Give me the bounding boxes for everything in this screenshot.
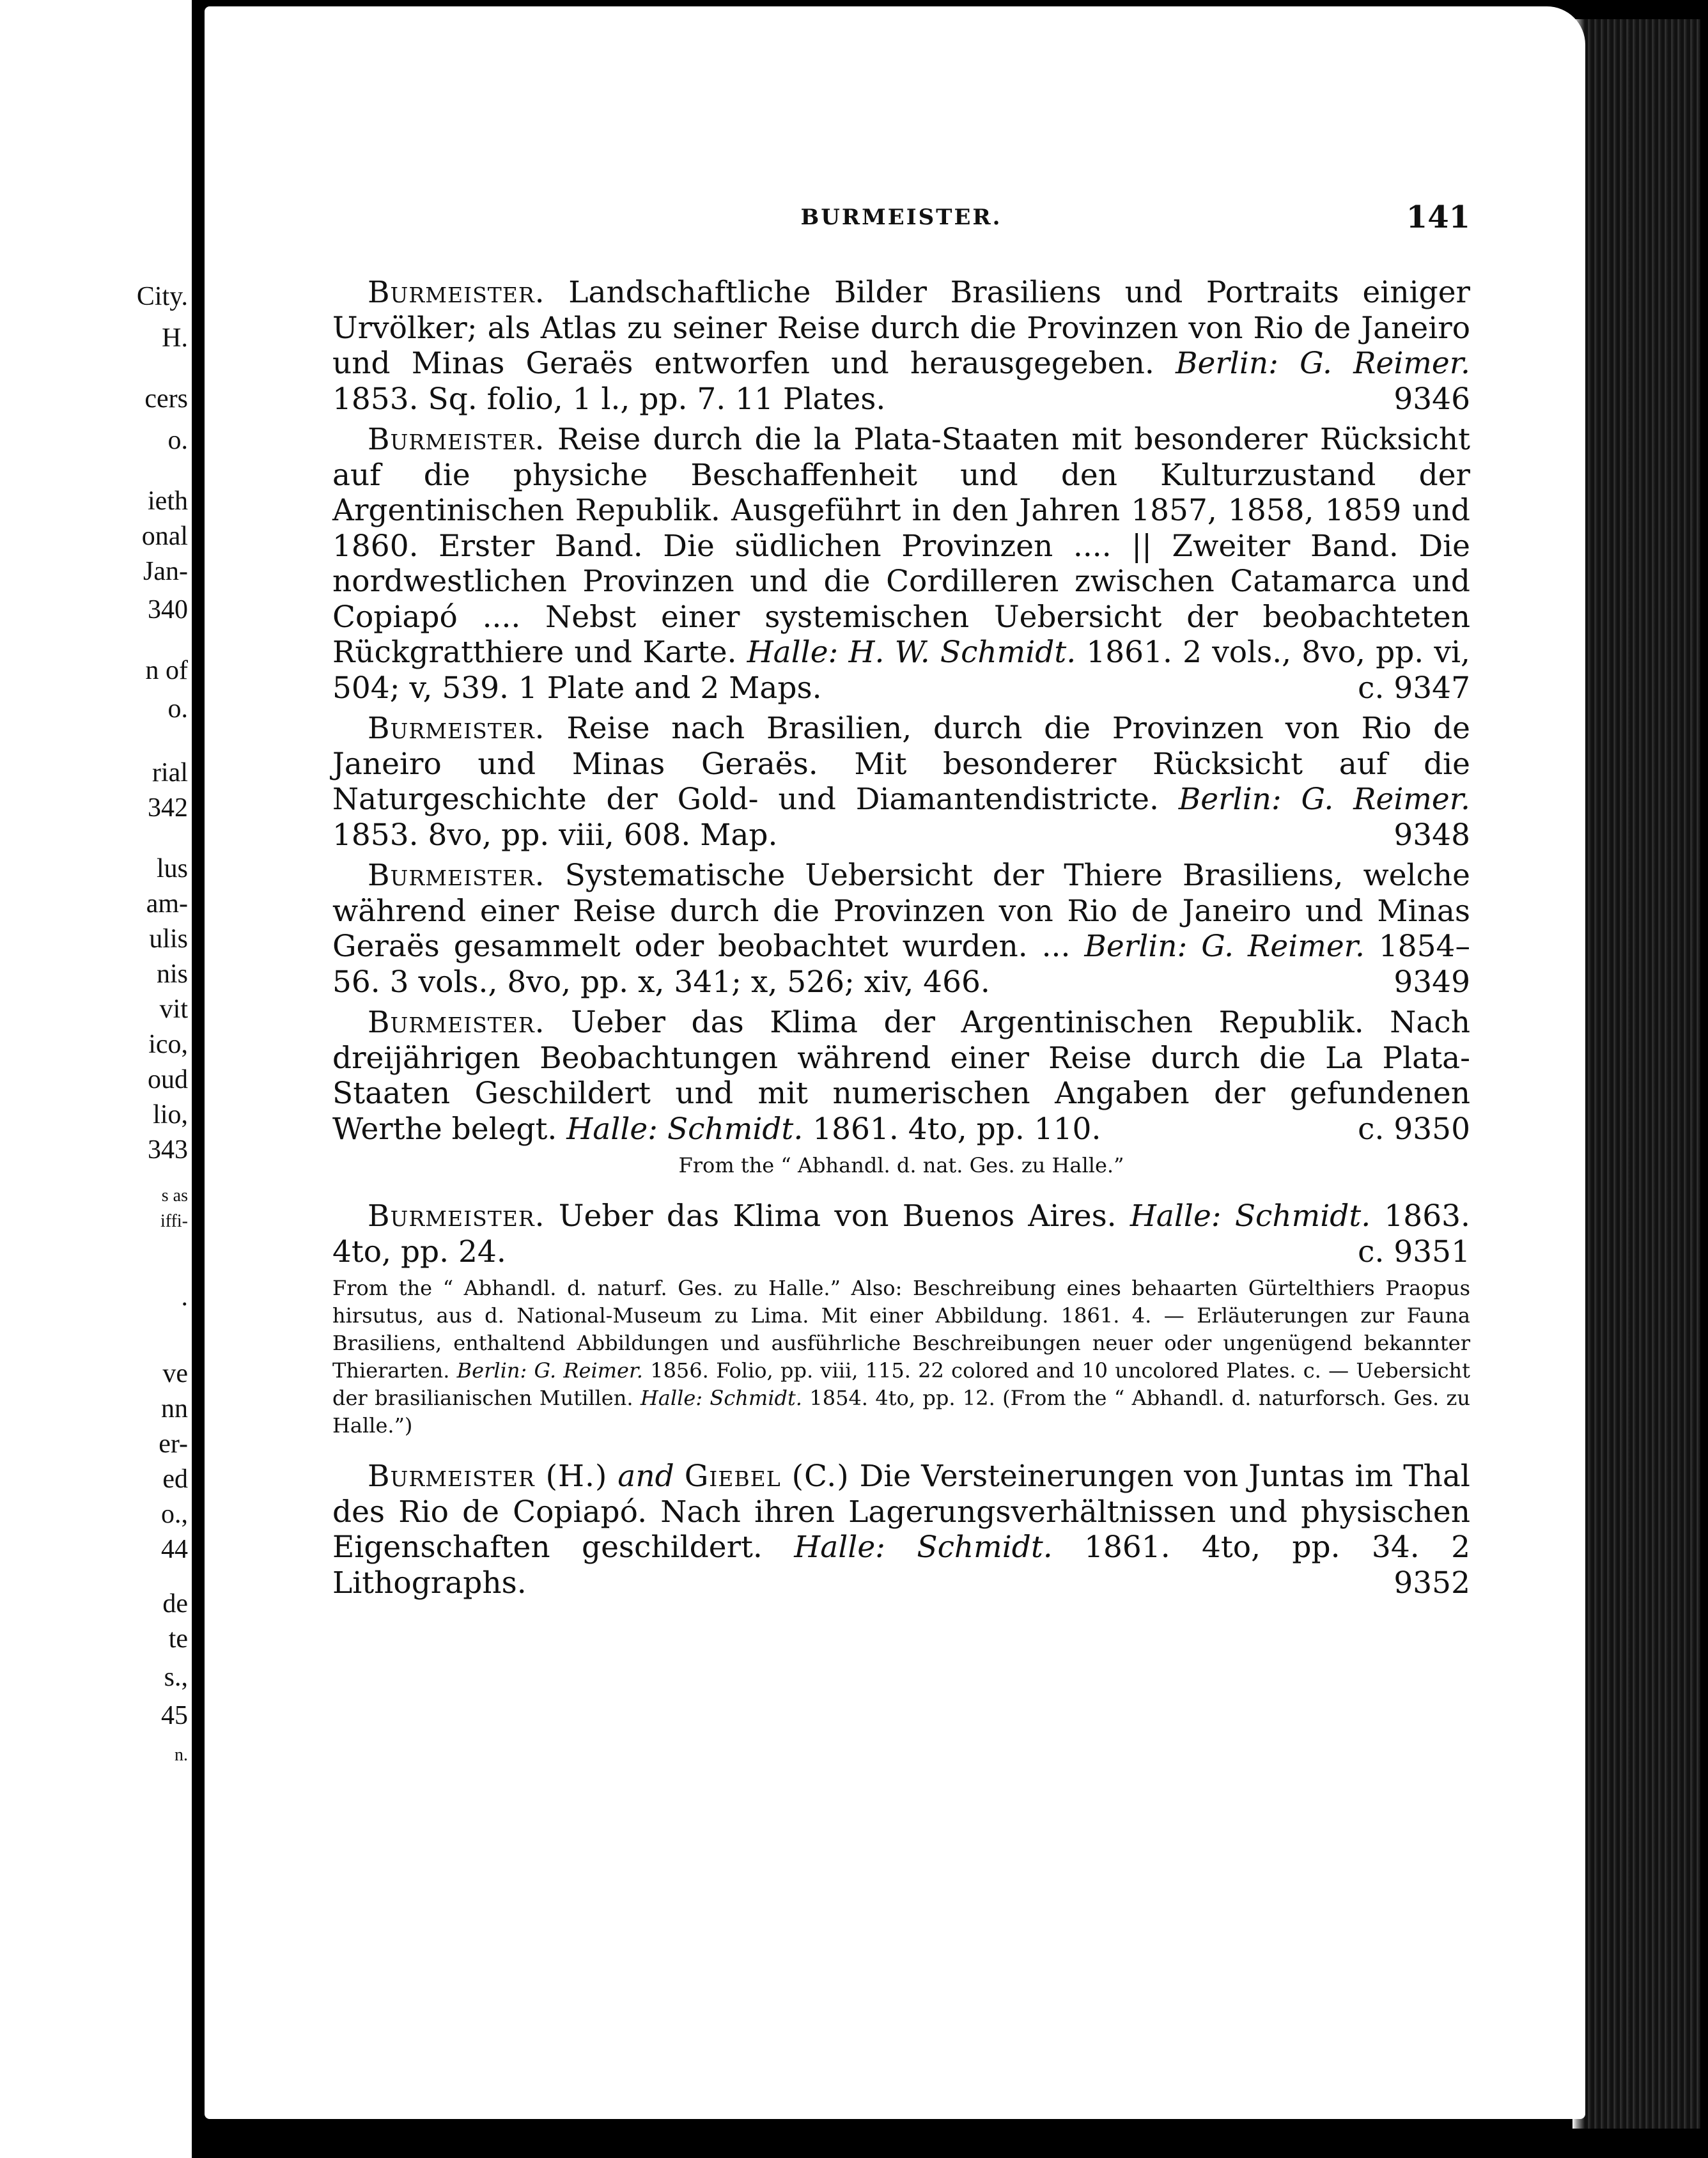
entry-9351 [332, 1199, 1470, 1269]
entry-number: c. 9347 [1358, 670, 1470, 706]
facing-page-text-fragment: o., [161, 1500, 188, 1529]
facing-page-text-fragment: cers [144, 384, 188, 414]
entry-title: Ueber das Klima der Argentinischen Republik. Nach dreijährigen Beobachtungen während einer Reise durch die La Plata-Staaten Geschildert und mit numerischen Angaben der gefundenen Werthe belegt. [332, 1005, 1470, 1147]
facing-page-text-fragment: H. [162, 323, 188, 353]
entry-number: 9346 [1394, 381, 1470, 417]
facing-page-fragment [0, 0, 192, 2158]
entry-author: Burmeister (H.) [368, 1459, 608, 1494]
entry-details: 1853. Sq. folio, 1 l., pp. 7. 11 Plates. [332, 381, 886, 417]
entry-author: Burmeister. [368, 1005, 545, 1040]
note-text: 1856. Folio, pp. viii, 115. 22 colored and 10 uncolored Plates. c. — Uebersicht der brasilianischen Mutillen. [332, 1358, 1471, 1410]
book-gutter [192, 0, 205, 2158]
facing-page-text-fragment: nn [161, 1394, 188, 1424]
entry-imprint: Halle: H. W. Schmidt. [747, 635, 1076, 670]
note-imprint: Halle: Schmidt. [640, 1386, 802, 1410]
entry-author: Burmeister. [368, 858, 545, 893]
facing-page-text-fragment: de [162, 1589, 188, 1618]
entry-details: 1853. 8vo, pp. viii, 608. Map. [332, 817, 778, 853]
facing-page-text-fragment: . [181, 1282, 188, 1312]
entry-details: 1863. 4to, pp. 24. [332, 1199, 1470, 1269]
entry-coauthor: Giebel (C.) [684, 1459, 850, 1494]
note-text: From the “ Abhandl. d. naturf. Ges. zu Halle.” Also: Beschreibung eines behaarten Gürtelthiers Praopus hirsutus, aus d. National-Museum zu Lima. Mit einer Abbildung. 1861. 4. — Erläuterungen zur Fauna Brasiliens, enthaltend Abbildungen und ausführliche Beschreibungen neuer oder ungenügend bekannter Thierarten. [332, 1276, 1470, 1383]
entry-conjunction: and [617, 1459, 674, 1494]
facing-page-text-fragment: vit [159, 995, 188, 1024]
facing-page-text-fragment: ulis [149, 924, 188, 954]
facing-page-text-fragment: oud [148, 1065, 188, 1094]
entry-number: 9349 [1394, 964, 1470, 1000]
page-content [332, 199, 1471, 1606]
facing-page-text-fragment: o. [167, 694, 188, 724]
facing-page-text-fragment: 45 [161, 1701, 188, 1730]
facing-page-text-fragment: te [168, 1624, 188, 1654]
entry-imprint: Halle: Schmidt. [566, 1111, 804, 1147]
entry-imprint: Berlin: G. Reimer. [1178, 782, 1470, 817]
facing-page-text-fragment: onal [141, 522, 188, 551]
entry-imprint: Halle: Schmidt. [1130, 1199, 1371, 1234]
entry-note-9350: From the “ Abhandl. d. nat. Ges. zu Halle.” [678, 1153, 1124, 1177]
entry-9346 [332, 275, 1470, 417]
entry-author: Burmeister. [368, 275, 545, 310]
entry-number: c. 9351 [1358, 1234, 1470, 1269]
running-title: BURMEISTER. [800, 205, 1002, 230]
facing-page-text-fragment: er- [159, 1429, 188, 1459]
entry-title: Systematische Uebersicht der Thiere Brasiliens, welche während einer Reise durch die Provinzen von Rio de Janeiro und Minas Geraës gesammelt oder beobachtet wurden. ... [332, 858, 1470, 964]
facing-page-text-fragment: n of [145, 656, 188, 685]
entry-author: Burmeister. [368, 422, 545, 457]
entry-9349 [332, 858, 1470, 1000]
entry-title: Reise durch die la Plata-Staaten mit besonderer Rücksicht auf die physiche Beschaffenheit und den Kulturzustand der Argentinischen Republik. Ausgeführt in den Jahren 1857, 1858, 1859 und 1860. Erster Band. Die südlichen Provinzen .... || Zweiter Band. Die nordwestlichen Provinzen und die Cordilleren zwischen Catamarca und Copiapó .... Nebst einer systemischen Uebersicht der beobachteten Rückgratthiere und Karte. [332, 422, 1470, 670]
entry-9348 [332, 711, 1470, 853]
facing-page-text-fragment: 342 [148, 793, 188, 823]
entry-9350 [332, 1005, 1470, 1147]
entry-title: Landschaftliche Bilder Brasiliens und Portraits einiger Urvölker; als Atlas zu seiner Reise durch die Provinzen von Rio de Janeiro und Minas Geraës entworfen und herausgegeben. [332, 275, 1470, 381]
facing-page-text-fragment: o. [167, 426, 188, 455]
facing-page-text-fragment: ico, [148, 1030, 188, 1059]
facing-page-text-fragment: ve [162, 1359, 188, 1388]
facing-page-text-fragment: lus [156, 854, 188, 883]
facing-page-text-fragment: s as [161, 1186, 188, 1206]
entry-details: 1854–56. 3 vols., 8vo, pp. x, 341; x, 526; xiv, 466. [332, 929, 1470, 1000]
facing-page-text-fragment: 44 [161, 1535, 188, 1564]
entry-imprint: Halle: Schmidt. [794, 1530, 1053, 1565]
entry-details: 1861. 4to, pp. 34. 2 Lithographs. [332, 1530, 1470, 1601]
entry-author: Burmeister. [368, 711, 545, 746]
entry-number: 9348 [1394, 817, 1470, 853]
facing-page-text-fragment: City. [136, 282, 188, 311]
facing-page-text-fragment: s., [164, 1663, 188, 1692]
entry-number: c. 9350 [1358, 1111, 1470, 1147]
entry-imprint: Berlin: G. Reimer. [1175, 346, 1470, 381]
entry-9347 [332, 422, 1470, 706]
facing-page-text-fragment: n. [175, 1745, 188, 1765]
entry-note-9351 [332, 1275, 1470, 1440]
note-imprint: Berlin: G. Reimer. [456, 1358, 643, 1383]
entry-details: 1861. 4to, pp. 110. [812, 1111, 1101, 1147]
page-edge-stack [1572, 19, 1700, 2129]
facing-page-text-fragment: lio, [153, 1100, 188, 1129]
entry-title: Ueber das Klima von Buenos Aires. [558, 1199, 1117, 1234]
entry-details: 1861. 2 vols., 8vo, pp. vi, 504; v, 539. 1 Plate and 2 Maps. [332, 635, 1470, 706]
facing-page-text-fragment: rial [152, 758, 188, 788]
facing-page-text-fragment: ed [162, 1464, 188, 1494]
facing-page-text-fragment: Jan- [143, 557, 188, 586]
running-head [332, 199, 1470, 249]
facing-page-text-fragment: nis [156, 959, 188, 989]
page-number: 141 [1406, 199, 1470, 235]
entry-imprint: Berlin: G. Reimer. [1084, 929, 1365, 964]
entry-title: Reise nach Brasilien, durch die Provinzen von Rio de Janeiro und Minas Geraës. Mit besonderer Rücksicht auf die Naturgeschichte der Gold- und Diamantendistricte. [332, 711, 1470, 817]
book-page [205, 6, 1585, 2119]
facing-page-text-fragment: iffi- [160, 1211, 188, 1231]
facing-page-text-fragment: 340 [148, 595, 188, 625]
entry-title: Die Versteinerungen von Juntas im Thal des Rio de Copiapó. Nach ihren Lagerungsverhältnissen und physischen Eigenschaften geschildert. [332, 1459, 1470, 1565]
entry-author: Burmeister. [368, 1199, 545, 1234]
facing-page-text-fragment: am- [146, 889, 188, 919]
entry-number: 9352 [1394, 1565, 1470, 1601]
facing-page-text-fragment: ieth [148, 486, 188, 516]
note-text: 1854. 4to, pp. 12. (From the “ Abhandl. d. naturforsch. Ges. zu Halle.”) [332, 1386, 1471, 1438]
facing-page-text-fragment: 343 [148, 1135, 188, 1165]
entry-9352 [332, 1459, 1470, 1601]
